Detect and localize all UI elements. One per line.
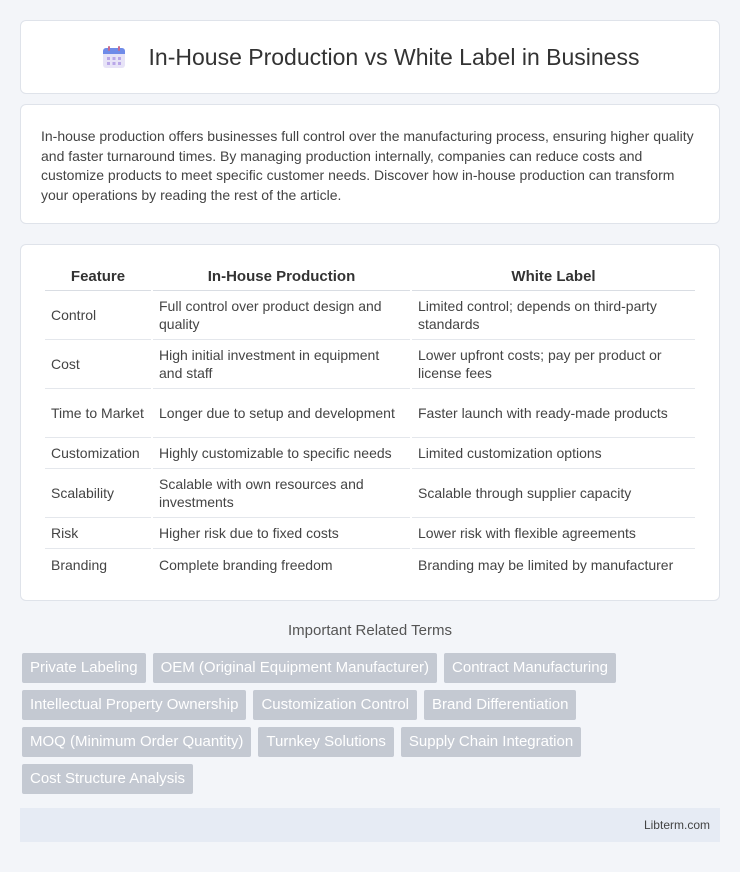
- white-label-cell: Lower upfront costs; pay per product or license fees: [412, 340, 695, 389]
- comparison-card: [20, 244, 720, 601]
- page-title: In-House Production vs White Label in Business: [148, 43, 640, 70]
- title-card: [20, 20, 720, 94]
- table-row: [45, 340, 695, 389]
- table-row: [45, 438, 695, 469]
- intro-card: [20, 104, 720, 224]
- feature-cell: Time to Market: [45, 389, 151, 438]
- term-tag[interactable]: MOQ (Minimum Order Quantity): [22, 727, 251, 757]
- white-label-cell: Faster launch with ready-made products: [412, 389, 695, 438]
- feature-cell: Branding: [51, 556, 108, 573]
- table-row: [45, 389, 695, 438]
- term-tag[interactable]: OEM (Original Equipment Manufacturer): [153, 653, 437, 683]
- intro-text: In-house production offers businesses full control over the manufacturing process, ensuring higher quality and faster turnaround times. By managing production internally, companies can reduce costs and customize products to meet specific customer needs. Discover how in-house production can transform your operations by reading the rest of the article.: [41, 128, 694, 203]
- in-house-cell: Highly customizable to specific needs: [153, 438, 410, 469]
- term-tag[interactable]: Brand Differentiation: [424, 690, 576, 720]
- white-label-cell: Branding may be limited by manufacturer: [418, 556, 674, 573]
- calendar-icon: [101, 44, 127, 70]
- term-tag[interactable]: Private Labeling: [22, 653, 146, 683]
- term-tag[interactable]: Supply Chain Integration: [401, 727, 581, 757]
- white-label-cell: Lower risk with flexible agreements: [412, 518, 695, 549]
- in-house-cell: Longer due to setup and development: [153, 389, 410, 438]
- in-house-cell: Full control over product design and quality: [153, 291, 410, 340]
- term-tag[interactable]: Cost Structure Analysis: [22, 764, 193, 794]
- term-tag[interactable]: Customization Control: [253, 690, 417, 720]
- feature-cell: Scalability: [45, 469, 151, 518]
- white-label-cell: Scalable through supplier capacity: [412, 469, 695, 518]
- header-white-label: White Label: [412, 263, 695, 291]
- table-row: [45, 518, 695, 549]
- header-feature: Feature: [45, 263, 151, 291]
- feature-cell: Customization: [45, 438, 151, 469]
- white-label-cell: Limited control; depends on third-party standards: [412, 291, 695, 340]
- related-terms-list: [22, 653, 722, 801]
- in-house-cell: Higher risk due to fixed costs: [153, 518, 410, 549]
- in-house-cell: Complete branding freedom: [159, 556, 333, 573]
- feature-cell: Control: [45, 291, 151, 340]
- footer-site-link[interactable]: Libterm.com: [643, 818, 710, 832]
- comparison-table: [43, 263, 697, 580]
- feature-cell: Cost: [45, 340, 151, 389]
- table-row: [45, 291, 695, 340]
- white-label-cell: Limited customization options: [412, 438, 695, 469]
- in-house-cell: Scalable with own resources and investments: [153, 469, 410, 518]
- footer: [20, 808, 720, 842]
- table-row: [45, 469, 695, 518]
- in-house-cell: High initial investment in equipment and staff: [153, 340, 410, 389]
- feature-cell: Risk: [45, 518, 151, 549]
- term-tag[interactable]: Turnkey Solutions: [258, 727, 394, 757]
- term-tag[interactable]: Intellectual Property Ownership: [22, 690, 246, 720]
- term-tag[interactable]: Contract Manufacturing: [444, 653, 616, 683]
- related-terms-title: Important Related Terms: [288, 622, 452, 639]
- table-row: [45, 549, 695, 580]
- header-in-house: In-House Production: [153, 263, 410, 291]
